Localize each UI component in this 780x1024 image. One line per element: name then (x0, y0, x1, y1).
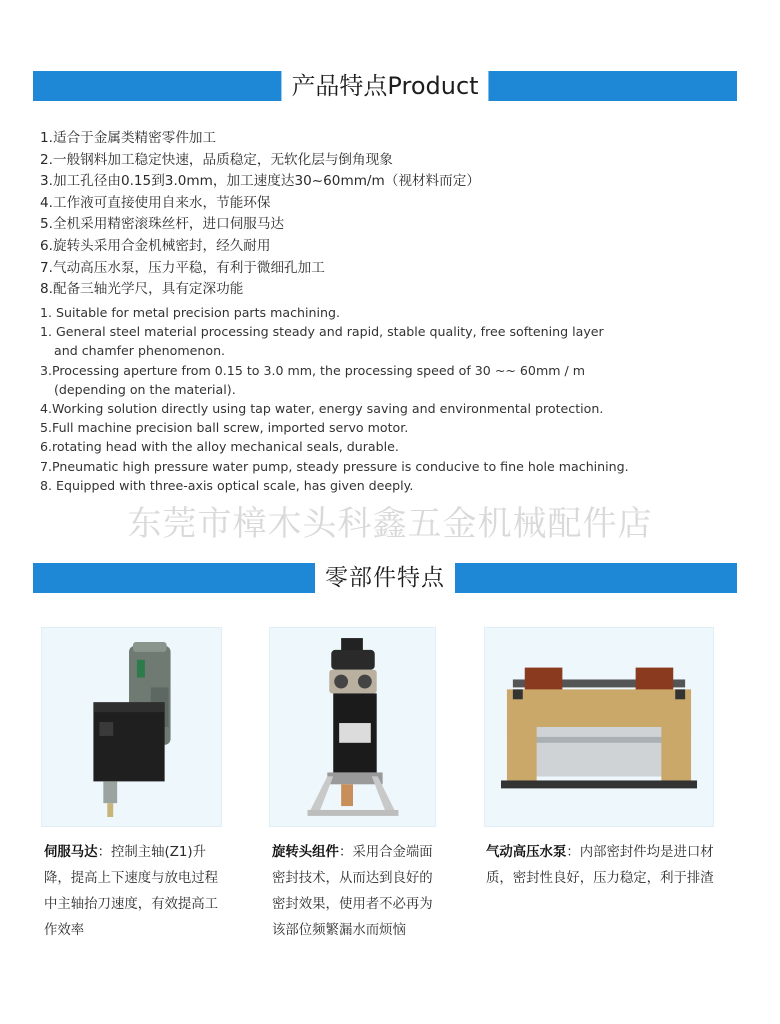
feature-cn-item: 7.气动高压水泵，压力平稳，有利于微细孔加工 (40, 259, 325, 276)
feature-en-item: 6.rotating head with the alloy mechanical seals, durable. (40, 439, 399, 455)
section-header-product (33, 71, 737, 101)
part-description: ：采用合金端面密封技术，从而达到良好的密封效果，使用者不必再为该部位频繁漏水而烦恼 (272, 845, 433, 938)
feature-en-item: 5.Full machine precision ball screw, imported servo motor. (40, 420, 409, 436)
water-pump-caption (486, 840, 726, 892)
feature-cn-item: 6.旋转头采用合金机械密封，经久耐用 (40, 237, 271, 254)
feature-en-item: and chamfer phenomenon. (54, 343, 226, 359)
feature-en-item: 8. Equipped with three-axis optical scale, has given deeply. (40, 477, 414, 493)
part-name: 伺服马达 (44, 845, 98, 860)
part-description: ：内部密封件均是进口材质，密封性良好，压力稳定，利于排渣 (486, 845, 714, 886)
servo-motor-caption (44, 840, 230, 944)
shop-watermark: 东莞市樟木头科鑫五金机械配件店 (127, 504, 653, 544)
feature-cn-item: 4.工作液可直接使用自来水，节能环保 (40, 194, 271, 211)
rotating-head-illustration (270, 628, 435, 826)
part-name: 气动高压水泵 (486, 845, 567, 860)
water-pump-photo (484, 627, 714, 827)
servo-motor-photo (41, 627, 222, 827)
feature-cn-item: 5.全机采用精密滚珠丝杆，进口伺服马达 (40, 216, 285, 233)
feature-en-item: 1. Suitable for metal precision parts machining. (40, 305, 340, 320)
feature-en-item: 3.Processing aperture from 0.15 to 3.0 mm, the processing speed of 30 ~~ 60mm / m (40, 362, 585, 378)
feature-cn-item: 1.适合于金属类精密零件加工 (40, 130, 217, 146)
section-title-parts: 零部件特点 (315, 556, 455, 600)
features-cn-list (40, 128, 740, 301)
feature-en-item: 7.Pneumatic high pressure water pump, steady pressure is conducive to fine hole machining. (40, 458, 629, 474)
rotating-head-caption (272, 840, 444, 944)
feature-cn-item: 3.加工孔径由0.15到3.0mm，加工速度达30~60mm/m（视材料而定） (40, 173, 480, 190)
water-pump-illustration (485, 628, 713, 826)
feature-cn-item: 2.一般钢料加工稳定快速，品质稳定，无软化层与倒角现象 (40, 151, 393, 168)
servo-motor-illustration (42, 628, 221, 826)
part-name: 旋转头组件 (272, 845, 339, 860)
part-description: ：控制主轴(Z1)升降，提高上下速度与放电过程中主轴抬刀速度，有效提高工作效率 (44, 845, 219, 938)
feature-en-item: (depending on the material). (54, 381, 236, 397)
rotating-head-photo (269, 627, 436, 827)
feature-en-item: 1. General steel material processing steady and rapid, stable quality, free softening layer (40, 324, 604, 340)
feature-en-item: 4.Working solution directly using tap water, energy saving and environmental protection. (40, 401, 604, 417)
section-title-product: 产品特点Product (281, 64, 488, 108)
section-header-parts (33, 563, 737, 593)
features-en-list (40, 303, 740, 495)
feature-cn-item: 8.配备三轴光学尺，具有定深功能 (40, 281, 244, 298)
